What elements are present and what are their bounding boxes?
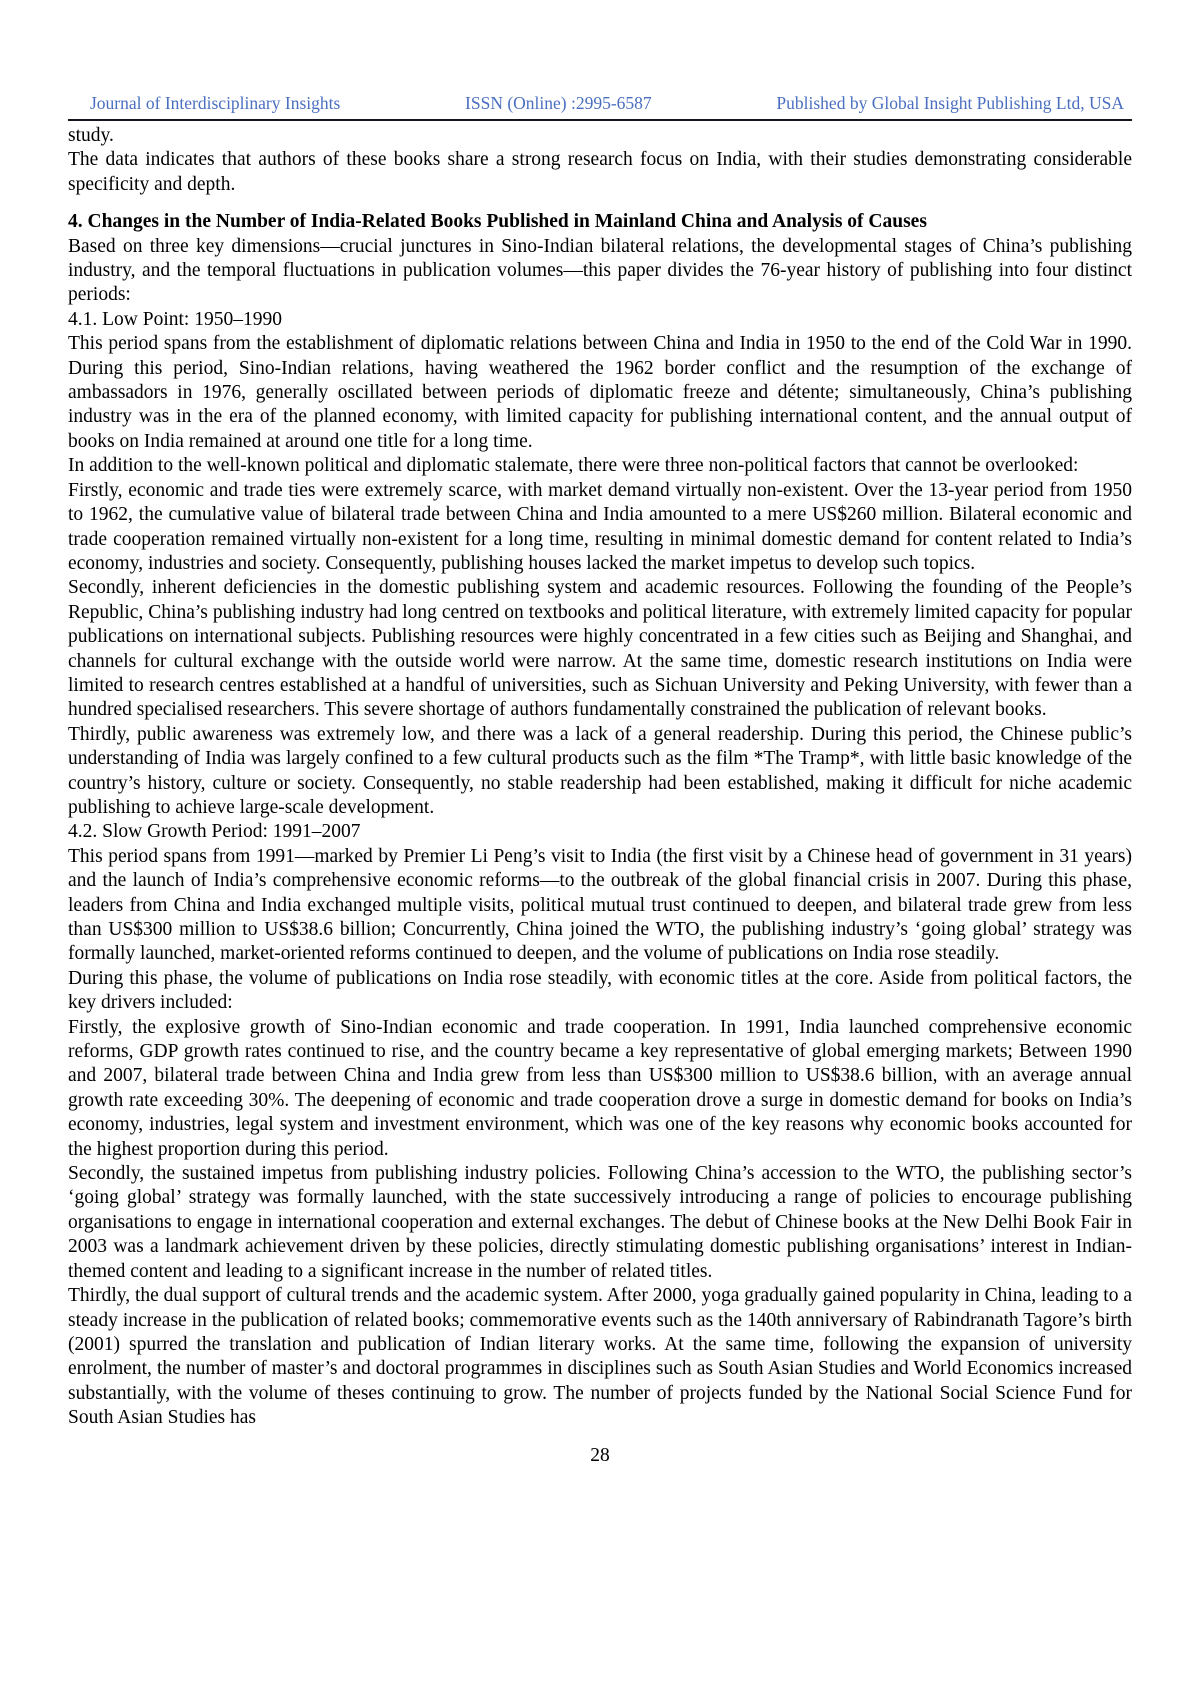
article-body — [68, 124, 1132, 1431]
paragraph: In addition to the well-known political and diplomatic stalemate, there were three non-political factors that cannot be overlooked: — [68, 455, 1079, 477]
page-number: 28 — [590, 1444, 610, 1466]
paragraph: The data indicates that authors of these books share a strong research focus on India, with their studies demonstrating considerable specificity and depth. — [68, 149, 1132, 195]
blank-line — [68, 197, 1132, 210]
header-issn: ISSN (Online) :2995-6587 — [465, 93, 652, 113]
header-publisher: Published by Global Insight Publishing Ltd, USA — [776, 93, 1124, 113]
paragraph: Firstly, economic and trade ties were extremely scarce, with market demand virtually non-existent. Over the 13-year period from 1950 to 1962, the cumulative value of bilateral trade between China and India amounted to a mere US$260 million. Bilateral economic and trade cooperation remained virtually non-existent for a long time, resulting in minimal domestic demand for content related to India’s economy, industries and society. Consequently, publishing houses lacked the market impetus to develop such topics. — [68, 479, 1132, 574]
section-heading: 4. Changes in the Number of India-Related Books Published in Mainland China and Analysis of Causes — [68, 211, 927, 233]
header-journal-title: Journal of Interdisciplinary Insights — [90, 93, 341, 113]
paragraph-continuation: study. — [68, 125, 114, 146]
paragraph: Based on three key dimensions—crucial junctures in Sino-Indian bilateral relations, the developmental stages of China’s publishing industry, and the temporal fluctuations in publication volumes—this paper divides the 76-year history of publishing into four distinct periods: — [68, 235, 1132, 306]
page-header — [68, 92, 1132, 121]
paragraph: During this phase, the volume of publications on India rose steadily, with economic titles at the core. Aside from political factors, the key drivers included: — [68, 967, 1132, 1014]
paragraph: This period spans from 1991—marked by Premier Li Peng’s visit to India (the first visit by a Chinese head of government in 31 years) and the launch of India’s comprehensive economic reforms—to the outbreak of the global financial crisis in 2007. During this phase, leaders from China and India exchanged multiple visits, political mutual trust continued to deepen, and bilateral trade grew from less than US$300 million to US$38.6 billion; Concurrently, China joined the WTO, the publishing industry’s ‘going global’ strategy was formally launched, market-oriented reforms continued to deepen, and the volume of publications on India rose steadily. — [68, 845, 1132, 965]
paragraph: Secondly, the sustained impetus from publishing industry policies. Following China’s accession to the WTO, the publishing sector’s ‘going global’ strategy was formally launched, with the state successively introducing a range of policies to encourage publishing organisations to engage in international cooperation and external exchanges. The debut of Chinese books at the New Delhi Book Fair in 2003 was a landmark achievement driven by these policies, directly stimulating domestic publishing organisations’ interest in Indian-themed content and leading to a significant increase in the number of related titles. — [68, 1163, 1132, 1282]
paragraph: Thirdly, the dual support of cultural trends and the academic system. After 2000, yoga gradually gained popularity in China, leading to a steady increase in the publication of related books; commemorative events such as the 140th anniversary of Rabindranath Tagore’s birth (2001) spurred the translation and publication of Indian literary works. At the same time, following the expansion of university enrolment, the number of master’s and doctoral programmes in disciplines such as South Asian Studies and World Economics increased substantially, with the volume of theses continuing to grow. The number of projects funded by the National Social Science Fund for South Asian Studies has — [68, 1285, 1132, 1429]
paragraph: This period spans from the establishment of diplomatic relations between China and India in 1950 to the end of the Cold War in 1990. During this period, Sino-Indian relations, having weathered the 1962 border conflict and the resumption of the exchange of ambassadors in 1976, generally oscillated between periods of diplomatic freeze and détente; simultaneously, China’s publishing industry was in the era of the planned economy, with limited capacity for publishing international content, and the annual output of books on India remained at around one title for a long time. — [68, 333, 1132, 452]
subsection-heading: 4.1. Low Point: 1950–1990 — [68, 308, 282, 330]
paragraph: Firstly, the explosive growth of Sino-Indian economic and trade cooperation. In 1991, India launched comprehensive economic reforms, GDP growth rates continued to rise, and the country became a key representative of global emerging markets; Between 1990 and 2007, bilateral trade between China and India grew from less than US$300 million to US$38.6 billion, with an average annual growth rate exceeding 30%. The deepening of economic and trade cooperation drove a surge in domestic demand for books on India’s economy, industries, legal system and investment environment, which was one of the key reasons why economic books accounted for the highest proportion during this period. — [68, 1016, 1132, 1160]
page-footer — [68, 1444, 1132, 1468]
subsection-heading: 4.2. Slow Growth Period: 1991–2007 — [68, 821, 361, 843]
paragraph: Secondly, inherent deficiencies in the domestic publishing system and academic resources. Following the founding of the People’s Republic, China’s publishing industry had long centred on textbooks and political literature, with extremely limited capacity for popular publications on international subjects. Publishing resources were highly concentrated in a few cities such as Beijing and Shanghai, and channels for cultural exchange with the outside world were narrow. At the same time, domestic research institutions on India were limited to research centres established at a handful of universities, such as Sichuan University and Peking University, with fewer than a hundred specialised researchers. This severe shortage of authors fundamentally constrained the publication of relevant books. — [68, 577, 1132, 721]
paragraph: Thirdly, public awareness was extremely low, and there was a lack of a general readership. During this period, the Chinese public’s understanding of India was largely confined to a few cultural products such as the film *The Tramp*, with little basic knowledge of the country’s history, culture or society. Consequently, no stable readership had been established, making it difficult for niche academic publishing to achieve large-scale development. — [68, 723, 1132, 818]
